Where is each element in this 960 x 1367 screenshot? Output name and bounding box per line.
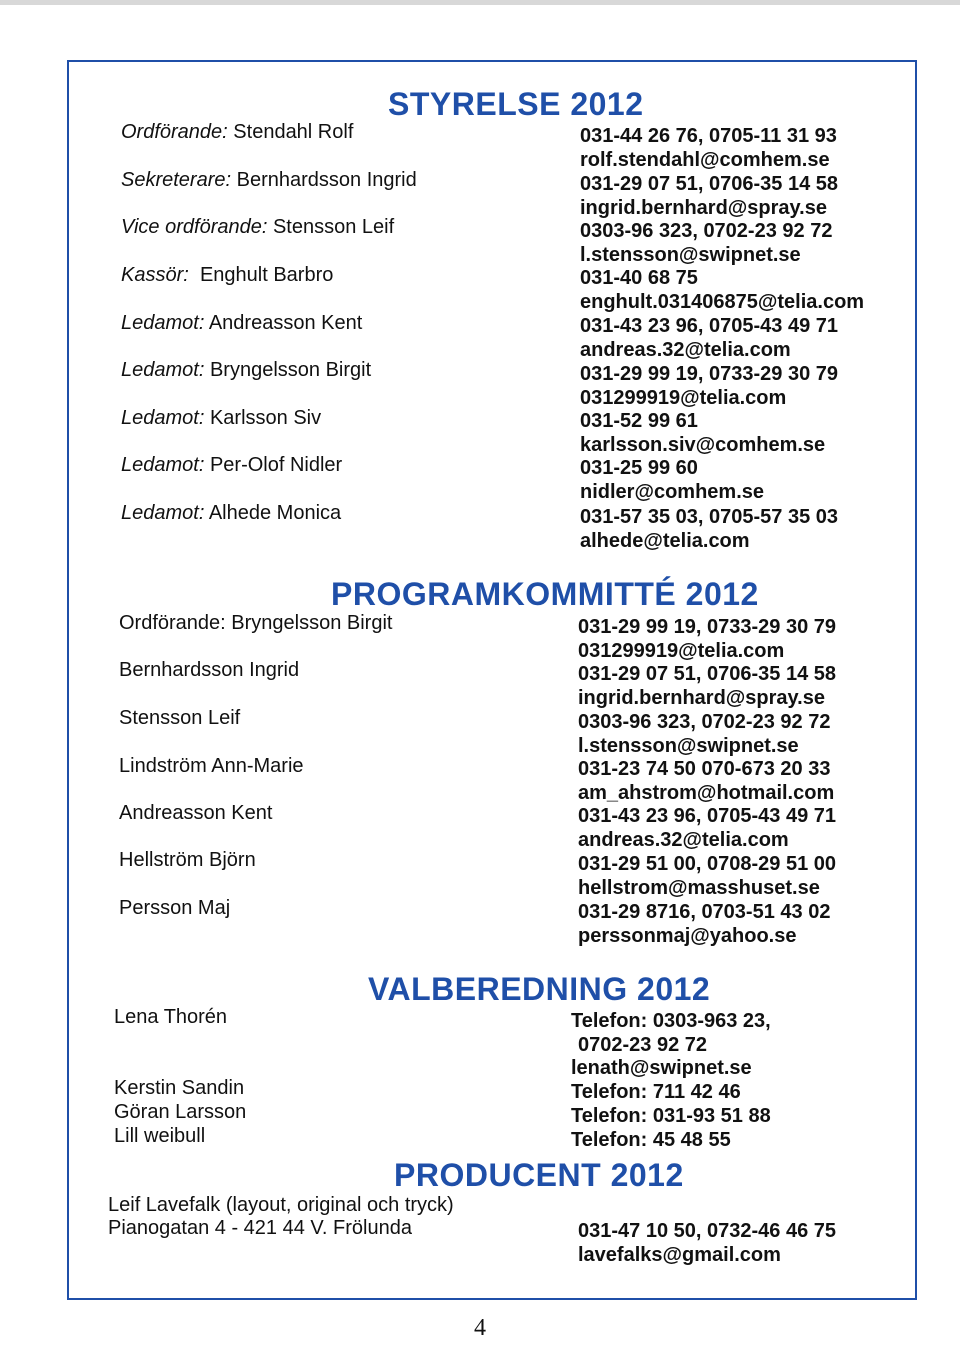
page-number: 4 (474, 1315, 486, 1341)
styrelse-member (121, 406, 321, 430)
committee-member: Hellström Björn (119, 849, 256, 871)
valberedning-contact: Telefon: 031-93 51 88 (571, 1105, 771, 1127)
member-phone: 031-29 07 51, 0706-35 14 58 (580, 173, 838, 195)
valberedning-contact: Telefon: 0303-963 23, (571, 1010, 771, 1032)
member-role: Vice ordförande: (121, 216, 268, 238)
styrelse-member (121, 168, 417, 192)
styrelse-member (121, 215, 394, 239)
member-email: andreas.32@telia.com (578, 829, 789, 851)
member-phone: 031-23 74 50 070-673 20 33 (578, 758, 831, 780)
member-email: am_ahstrom@hotmail.com (578, 782, 835, 804)
member-name: Karlsson Siv (209, 407, 322, 429)
member-email: perssonmaj@yahoo.se (578, 925, 797, 947)
valberedning-name: Kerstin Sandin (114, 1077, 245, 1099)
valberedning-contact: Telefon: 45 48 55 (571, 1129, 731, 1151)
valberedning-name: Lena Thorén (114, 1006, 228, 1028)
member-email: enghult.031406875@telia.com (580, 291, 865, 313)
member-phone: 031-52 99 61 (580, 410, 698, 432)
member-email: nidler@comhem.se (580, 481, 765, 503)
member-phone: 031-29 99 19, 0733-29 30 79 (578, 616, 836, 638)
styrelse-member (121, 120, 353, 144)
page-top-edge (0, 0, 960, 5)
valberedning-name: Göran Larsson (114, 1101, 247, 1123)
member-phone: 031-29 99 19, 0733-29 30 79 (580, 363, 838, 385)
member-role: Ledamot: (121, 407, 205, 429)
member-role: Ledamot: (121, 359, 205, 381)
member-email: ingrid.bernhard@spray.se (578, 687, 825, 709)
valberedning-name: Lill weibull (114, 1125, 206, 1147)
member-phone: 031-25 99 60 (580, 457, 698, 479)
committee-member: Lindström Ann-Marie (119, 755, 304, 777)
styrelse-heading: STYRELSE 2012 (388, 86, 644, 122)
member-name: Stendahl Rolf (233, 121, 354, 143)
member-email: hellstrom@masshuset.se (578, 877, 820, 899)
member-role: Ledamot: (121, 454, 205, 476)
member-role: Ledamot: (121, 312, 205, 334)
member-role: Kassör: (121, 264, 189, 286)
member-email: l.stensson@swipnet.se (580, 244, 801, 266)
committee-member: Persson Maj (119, 897, 231, 919)
member-phone: 0303-96 323, 0702-23 92 72 (580, 220, 833, 242)
valberedning-contact: lenath@swipnet.se (571, 1057, 752, 1079)
member-email: 031299919@telia.com (580, 387, 787, 409)
styrelse-member (121, 453, 342, 477)
member-role: Sekreterare: (121, 169, 232, 191)
member-phone: 031-29 51 00, 0708-29 51 00 (578, 853, 836, 875)
member-role: Ordförande: (121, 121, 228, 143)
styrelse-member (121, 263, 333, 287)
producent-email: lavefalks@gmail.com (578, 1244, 781, 1266)
member-name: Enghult Barbro (199, 264, 334, 286)
member-phone: 031-29 8716, 0703-51 43 02 (578, 901, 831, 923)
member-phone: 031-57 35 03, 0705-57 35 03 (580, 506, 838, 528)
member-name: Bernhardsson Ingrid (236, 169, 417, 191)
member-name: Stensson Leif (272, 216, 395, 238)
member-email: ingrid.bernhard@spray.se (580, 197, 827, 219)
valberedning-contact: Telefon: 711 42 46 (571, 1081, 741, 1103)
committee-member: Andreasson Kent (119, 802, 273, 824)
member-email: karlsson.siv@comhem.se (580, 434, 826, 456)
member-phone: 0303-96 323, 0702-23 92 72 (578, 711, 831, 733)
member-role: Ledamot: (121, 502, 205, 524)
valberedning-contact: 0702-23 92 72 (578, 1034, 708, 1056)
member-phone: 031-40 68 75 (580, 267, 698, 289)
programkommitte-heading: PROGRAMKOMMITTÉ 2012 (331, 576, 759, 612)
committee-member: Stensson Leif (119, 707, 241, 729)
valberedning-heading: VALBEREDNING 2012 (368, 971, 711, 1007)
member-email: l.stensson@swipnet.se (578, 735, 799, 757)
member-phone: 031-44 26 76, 0705-11 31 93 (580, 125, 837, 147)
producent-address: Pianogatan 4 - 421 44 V. Frölunda (108, 1217, 412, 1239)
styrelse-member (121, 358, 371, 382)
producent-name: Leif Lavefalk (layout, original och tryck) (108, 1194, 454, 1216)
member-phone: 031-43 23 96, 0705-43 49 71 (580, 315, 838, 337)
styrelse-member (121, 501, 341, 525)
member-name: Andreasson Kent (208, 312, 363, 334)
committee-member: Bernhardsson Ingrid (119, 659, 300, 681)
member-phone: 031-29 07 51, 0706-35 14 58 (578, 663, 836, 685)
member-name: Per-Olof Nidler (209, 454, 343, 476)
producent-phone: 031-47 10 50, 0732-46 46 75 (578, 1220, 836, 1242)
member-name: Bryngelsson Birgit (209, 359, 372, 381)
styrelse-member (121, 311, 362, 335)
member-email: andreas.32@telia.com (580, 339, 791, 361)
member-name: Alhede Monica (208, 502, 342, 524)
member-phone: 031-43 23 96, 0705-43 49 71 (578, 805, 836, 827)
member-email: rolf.stendahl@comhem.se (580, 149, 830, 171)
member-email: 031299919@telia.com (578, 640, 785, 662)
committee-member: Ordförande: Bryngelsson Birgit (119, 612, 393, 634)
producent-heading: PRODUCENT 2012 (394, 1157, 684, 1193)
member-email: alhede@telia.com (580, 530, 750, 552)
